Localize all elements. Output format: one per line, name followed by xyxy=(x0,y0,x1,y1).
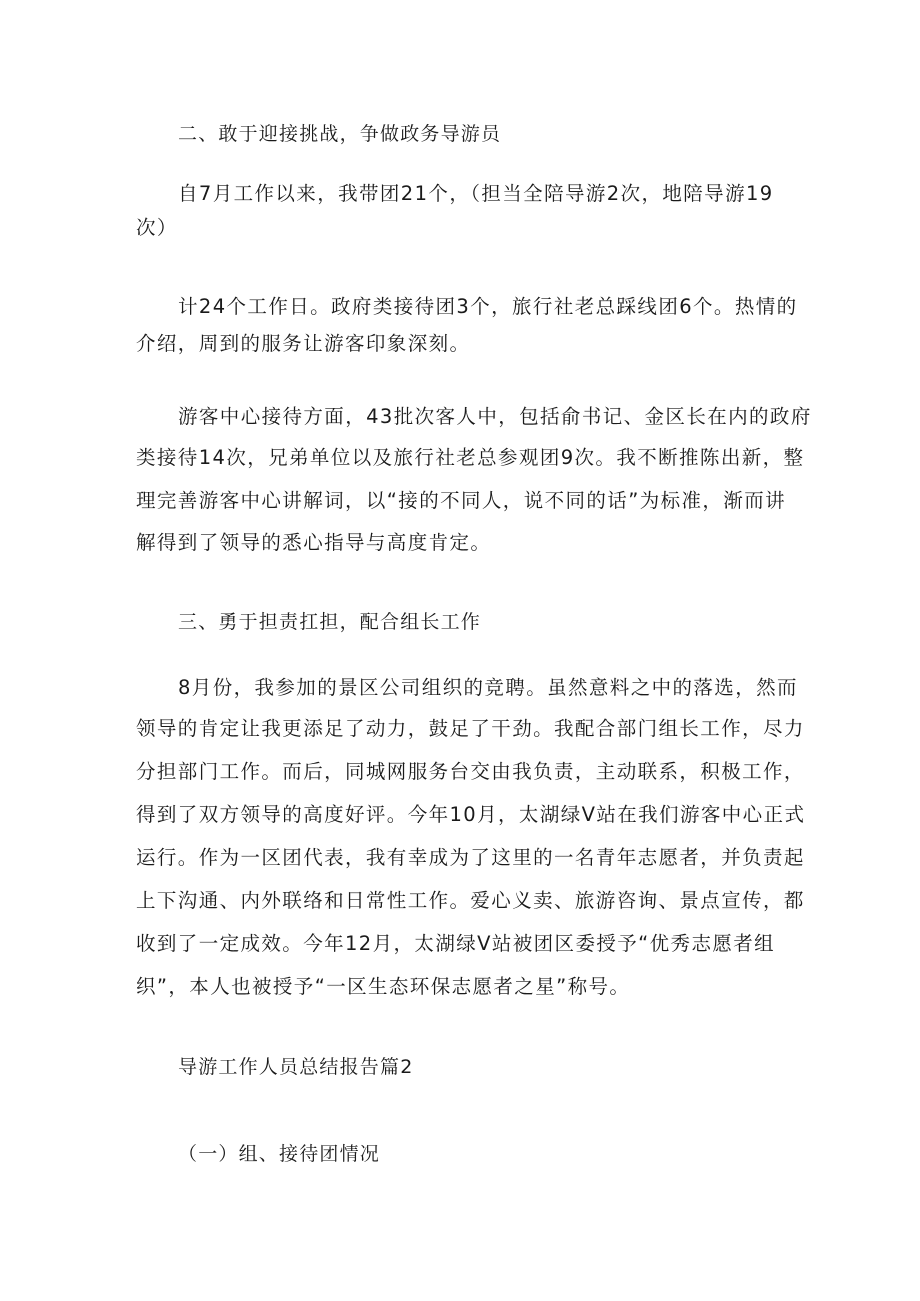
paragraph-line: 运行。作为一区团代表，我有幸成为了这里的一名青年志愿者，并负责起 xyxy=(136,846,805,869)
paragraph-line: 上下沟通、内外联络和日常性工作。爱心义卖、旅游咨询、景点宣传，都 xyxy=(136,889,805,912)
report-title: 导游工作人员总结报告篇2 xyxy=(178,1056,414,1078)
section-heading-2: 二、敢于迎接挑战，争做政务导游员 xyxy=(178,123,502,145)
paragraph-line: 类接待14次，兄弟单位以及旅行社老总参观团9次。我不断推陈出新，整 xyxy=(136,446,805,469)
paragraph-line: 游客中心接待方面，43批次客人中，包括俞书记、金区长在内的政府 xyxy=(178,405,812,428)
paragraph-july-work xyxy=(136,174,786,248)
paragraph-work-days xyxy=(136,287,798,364)
paragraph-line: 分担部门工作。而后，同城网服务台交由我负责，主动联系，积极工作， xyxy=(136,760,805,783)
paragraph-line: 解得到了领导的悉心指导与高度肯定。 xyxy=(136,531,492,554)
paragraph-line: 理完善游客中心讲解词，以“接的不同人，说不同的话”为标准，渐而讲 xyxy=(136,489,787,512)
paragraph-line: 得到了双方领导的高度好评。今年10月，太湖绿V站在我们游客中心正式 xyxy=(136,803,806,826)
paragraph-line: 收到了一定成效。今年12月，太湖绿V站被团区委授予“优秀志愿者组 xyxy=(136,932,776,955)
paragraph-line: 计24个工作日。政府类接待团3个，旅行社老总踩线团6个。热情的 xyxy=(178,295,798,318)
subheading: （一）组、接待团情况 xyxy=(178,1143,381,1165)
paragraph-line: 领导的肯定让我更添足了动力，鼓足了干劲。我配合部门组长工作，尽力 xyxy=(136,717,805,740)
paragraph-line: 8月份，我参加的景区公司组织的竞聘。虽然意料之中的落选，然而 xyxy=(178,676,798,699)
section-heading-3: 三、勇于担责扛担，配合组长工作 xyxy=(178,611,482,633)
paragraph-visitor-center xyxy=(136,397,812,563)
paragraph-august xyxy=(136,668,806,1007)
paragraph-line: 次） xyxy=(136,216,178,239)
paragraph-line: 介绍，周到的服务让游客印象深刻。 xyxy=(136,332,471,355)
paragraph-line: 自7月工作以来，我带团21个，（担当全陪导游2次，地陪导游19 xyxy=(178,182,774,205)
paragraph-line: 织”，本人也被授予“一区生态环保志愿者之星”称号。 xyxy=(136,975,631,998)
